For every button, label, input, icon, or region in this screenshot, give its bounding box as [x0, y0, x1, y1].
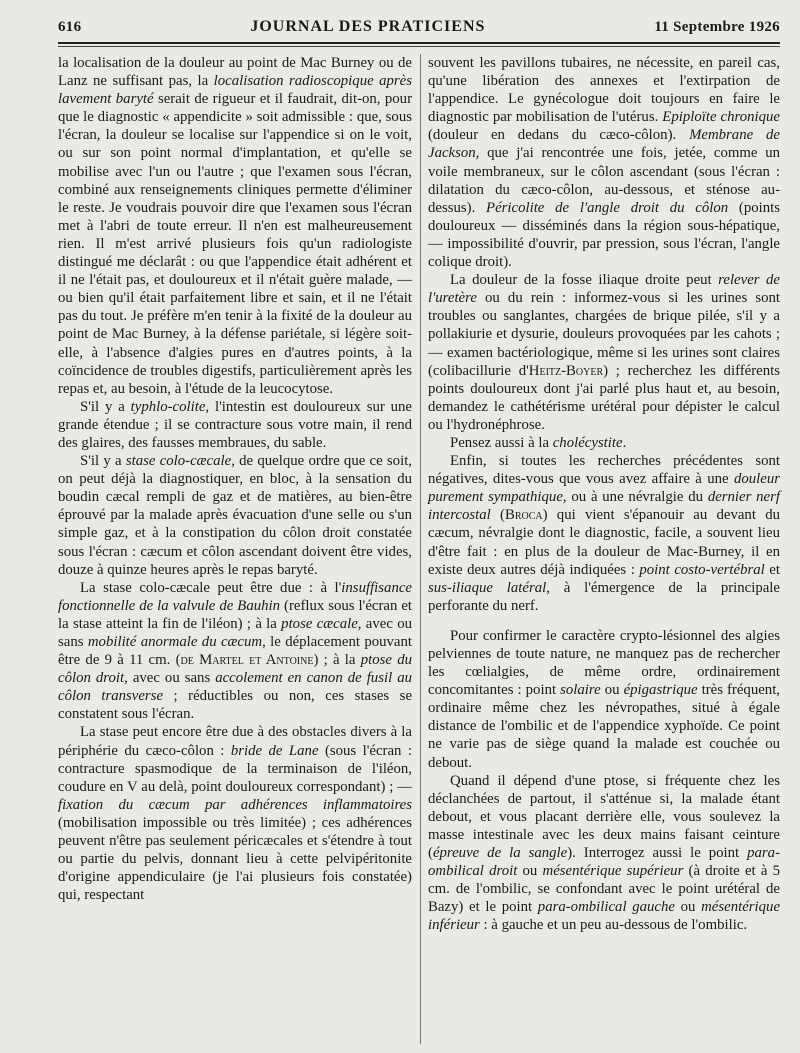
text-run: S'il y a — [80, 398, 131, 415]
text-run: La douleur de la fosse iliaque droite peut — [450, 272, 719, 289]
text-run: ou — [517, 863, 543, 880]
text-run: La stase colo-cæcale peut être due : à l' — [80, 579, 342, 596]
column-divider — [420, 54, 421, 1044]
text-run: la localisation de la douleur au point de Mac Burney ou de Lanz ne suffisant pas, la — [58, 55, 412, 90]
text-run: ( — [490, 507, 505, 524]
text-run: (points douloureux — disséminés dans la région sous-hépatique, — impossibilité d'ouvrir, par pression, sous l'écran, l'angle colique droit). — [428, 199, 781, 271]
text-run: , l'intestin est douloureux sur une grande étendue ; il se contracture sous votre main, il rend des glaires, des fausses membraues, du sable. — [58, 398, 412, 451]
text-run: (sous l'écran : contracture spasmodique de la terminaison de l'iléon, coudure en V au delà, point douloureux correspondant) ; — — [58, 742, 412, 795]
text-run: Pour confirmer le caractère crypto-lésionnel des algies pelviennes de toute nature, ne manquez pas de rechercher les cœlialgies, de même ordre, ordinairement concomitantes : point — [428, 627, 780, 699]
emphasis: para-ombilical droit — [428, 845, 780, 880]
emphasis: douleur purement sympathique — [428, 471, 780, 506]
paragraph — [428, 452, 780, 615]
text-run: , ou à une névralgie du — [562, 489, 708, 506]
page-number: 616 — [58, 19, 82, 35]
author-name: Broca — [504, 507, 543, 524]
journal-title: JOURNAL DES PRATICIENS — [250, 18, 486, 35]
text-run: , à l'émergence de la principale perforante du nerf. — [428, 579, 780, 614]
text-run: (à droite et à 5 cm. de l'ombilic, se confondant avec le point urétéral de Bazy) et le point — [428, 863, 780, 916]
emphasis: dernier nerf intercostal — [428, 489, 780, 524]
emphasis: cholécystite — [552, 434, 623, 451]
paragraph — [428, 271, 780, 434]
left-column — [58, 54, 412, 904]
emphasis: Péricolite de l'angle droit du côlon — [486, 199, 729, 216]
text-run: (reflux sous l'écran et la stase atteint la fin de l'iléon) ; à la — [58, 597, 413, 632]
emphasis: Membrane de Jackson — [428, 127, 780, 162]
emphasis: stase colo-cæcale — [125, 453, 232, 470]
paragraph — [58, 398, 412, 452]
paragraph — [428, 54, 780, 271]
paragraph — [58, 452, 412, 579]
text-run: ). Interrogez aussi le point — [567, 845, 748, 862]
emphasis: fixation du cæcum par adhérences inflammatoires — [58, 796, 412, 813]
emphasis: mobilité anormale du cæcum — [87, 634, 263, 650]
text-run: , le déplacement pouvant être de 9 à 11 cm. ( — [58, 634, 412, 669]
emphasis: sus-iliaque latéral — [428, 579, 547, 596]
text-run: souvent les pavillons tubaires, ne nécessite, en pareil cas, qu'une libération des annexes et l'extirpation de l'appendice. Le gynécologue doit toujours en faire le diagnostic par mobilisation de l'utérus. — [428, 55, 780, 126]
paragraph — [58, 723, 412, 904]
emphasis: bride de Lane — [230, 742, 319, 759]
text-run: ou — [600, 682, 624, 699]
emphasis: ptose cæcale — [281, 615, 358, 632]
emphasis: ptose du côlon droit — [58, 652, 412, 687]
emphasis: insuffisance fonctionnelle de la valvule de Bauhin — [58, 579, 412, 614]
emphasis: para-ombilical gauche — [537, 899, 675, 916]
text-run: , avec ou sans — [58, 615, 412, 650]
text-run: très fréquent, ordinaire même chez les névropathes, situé à égale distance de l'ombilic et de l'appendice xyphoïde. Ce point ne varie pas de siège quand la malade est couchée ou debout. — [428, 682, 781, 771]
text-run: (mobilisation impossible ou très limitée) ; ces adhérences peuvent n'être pas seulement péricæcales et s'étendre à tout ou partie du pelvis, donnant lieu à cette pelvipéritonite d'origine appendiculaire (je l'ai plusieurs fois constatée) qui, respectant — [58, 814, 412, 904]
text-run: et — [764, 561, 780, 578]
text-run: : à gauche et un peu au-dessous de l'ombilic. — [479, 917, 748, 934]
paragraph — [428, 627, 780, 772]
emphasis: solaire — [560, 682, 601, 699]
text-run: Pensez aussi à la — [450, 434, 553, 451]
text-run: , de quelque ordre que ce soit, on peut déjà la diagnostiquer, en bloc, à la sensation du boudin cæcal rempli de gaz et de matières, au bien-être éprouvé par la malade après évacuation d'une selle ou s'un simple gaz, et à la constipation du côlon droit constatée sous l'écran : cæcum et côlon ascendant doivent être vides, douze à quinze heures après le repas baryté. — [58, 453, 413, 578]
text-run: ) qui vient s'épanouir au devant du cæcum, névralgie dont le diagnostic, facile, a souvent lieu d'être fait : en plus de la douleur de Mac-Burney, il en existe deux autres déjà indiquées : — [428, 507, 780, 578]
emphasis: épreuve de la sangle — [432, 845, 568, 862]
emphasis: typhlo-colite — [130, 398, 206, 415]
emphasis: Epiploïte chronique — [662, 109, 780, 126]
emphasis: épigastrique — [623, 682, 698, 699]
text-run: , que j'ai rencontrée une fois, jetée, comme un voile membraneux, sur le côlon ascendant (sous l'écran : dilatation du cæco-côlon, au-dessous, et sténose au-dessus). — [428, 145, 780, 216]
text-run: ou du rein : informez-vous si les urines sont troubles ou sanglantes, chargées de brique pilée, s'il y a pollakiurie et dysurie, douleurs provoquées par les cahots ; — examen bactériologique, même si les urines sont claires (colibacillurie d' — [428, 290, 780, 379]
text-run: serait de rigueur et il faudrait, dit-on, pour que le diagnostic « appendicite » soit admissible : que, sous l'écran, la douleur se localise sur l'appendice si on le voit, ou sur son point normal d'implantation, et qu'elle se mobilise avec l'un ou l'autre ; que l'examen sous l'écran, combiné aux renseignements cliniques permette d'éliminer le reste. Je voudrais pouvoir dire que l'examen sous l'écran met à l'abri de toute erreur. Il n'en est malheureusement rien. Il m'est arrivé plusieurs fois qu'un radiologiste distingué me déclarât : ou que l'appendice était adhérent et il ne l'était pas, et douloureux et il n'était guère malade, — ou bien qu'il était parfaitement libre et sain, et il ne l'était pas du tout. Je préfère m'en tenir à la fixité de la douleur au point de Mac Burney, à la défense pariétale, si légère soit-elle, à l'absence d'algies pures en d'autres points, à la coïncidence de troubles digestifs, particulièrement après les repas et, au besoin, à l'étude de la leucocytose. — [58, 91, 412, 397]
emphasis: relever de l'uretère — [428, 272, 780, 307]
text-run: (douleur en dedans du cæco-côlon). — [428, 127, 690, 144]
right-column — [428, 54, 780, 935]
emphasis: mésentérique supérieur — [542, 863, 684, 880]
issue-date: 11 Septembre 1926 — [654, 19, 780, 35]
text-run: . — [622, 434, 627, 451]
text-run: , avec ou sans — [124, 670, 216, 687]
header-rule-thin — [58, 46, 780, 47]
running-header — [58, 18, 780, 42]
emphasis: accolement en canon de fusil au côlon transverse — [58, 670, 412, 705]
text-run: ) ; recherchez les différents points douloureux dont j'ai parlé plus haut et, au besoin, demandez le cathétérisme urétéral pour dépister le calcul ou l'hydronéphrose. — [428, 362, 780, 433]
text-run: S'il y a — [80, 453, 126, 470]
text-run: Quand il dépend d'une ptose, si fréquente chez les déclanchées de partout, il s'atténue si, la malade étant debout, et vous placant derrière elle, vous soulevez la masse intestinale avec les deux mains faisant ceinture ( — [428, 772, 780, 862]
author-name: de Martel et Antoine — [180, 652, 314, 669]
text-run: ) ; à la — [313, 652, 361, 669]
text-run: ou — [674, 899, 702, 916]
author-name: Heitz-Boyer — [528, 362, 604, 379]
text-run: Enfin, si toutes les recherches précédentes sont négatives, dites-vous que vous avez affaire à une — [428, 453, 780, 488]
text-run: La stase peut encore être due à des obstacles divers à la périphérie du cæco-côlon : — [58, 724, 412, 759]
emphasis: localisation radioscopique après lavement baryté — [58, 73, 412, 108]
paragraph — [428, 434, 780, 452]
paragraph — [58, 579, 412, 724]
emphasis: point costo-vertébral — [639, 561, 765, 578]
text-run: ; réductibles ou non, ces stases se constatent sous l'écran. — [58, 688, 413, 723]
header-rule — [58, 42, 780, 44]
paragraph — [428, 772, 780, 935]
emphasis: mésentérique inférieur — [428, 899, 781, 934]
paragraph — [58, 54, 412, 398]
